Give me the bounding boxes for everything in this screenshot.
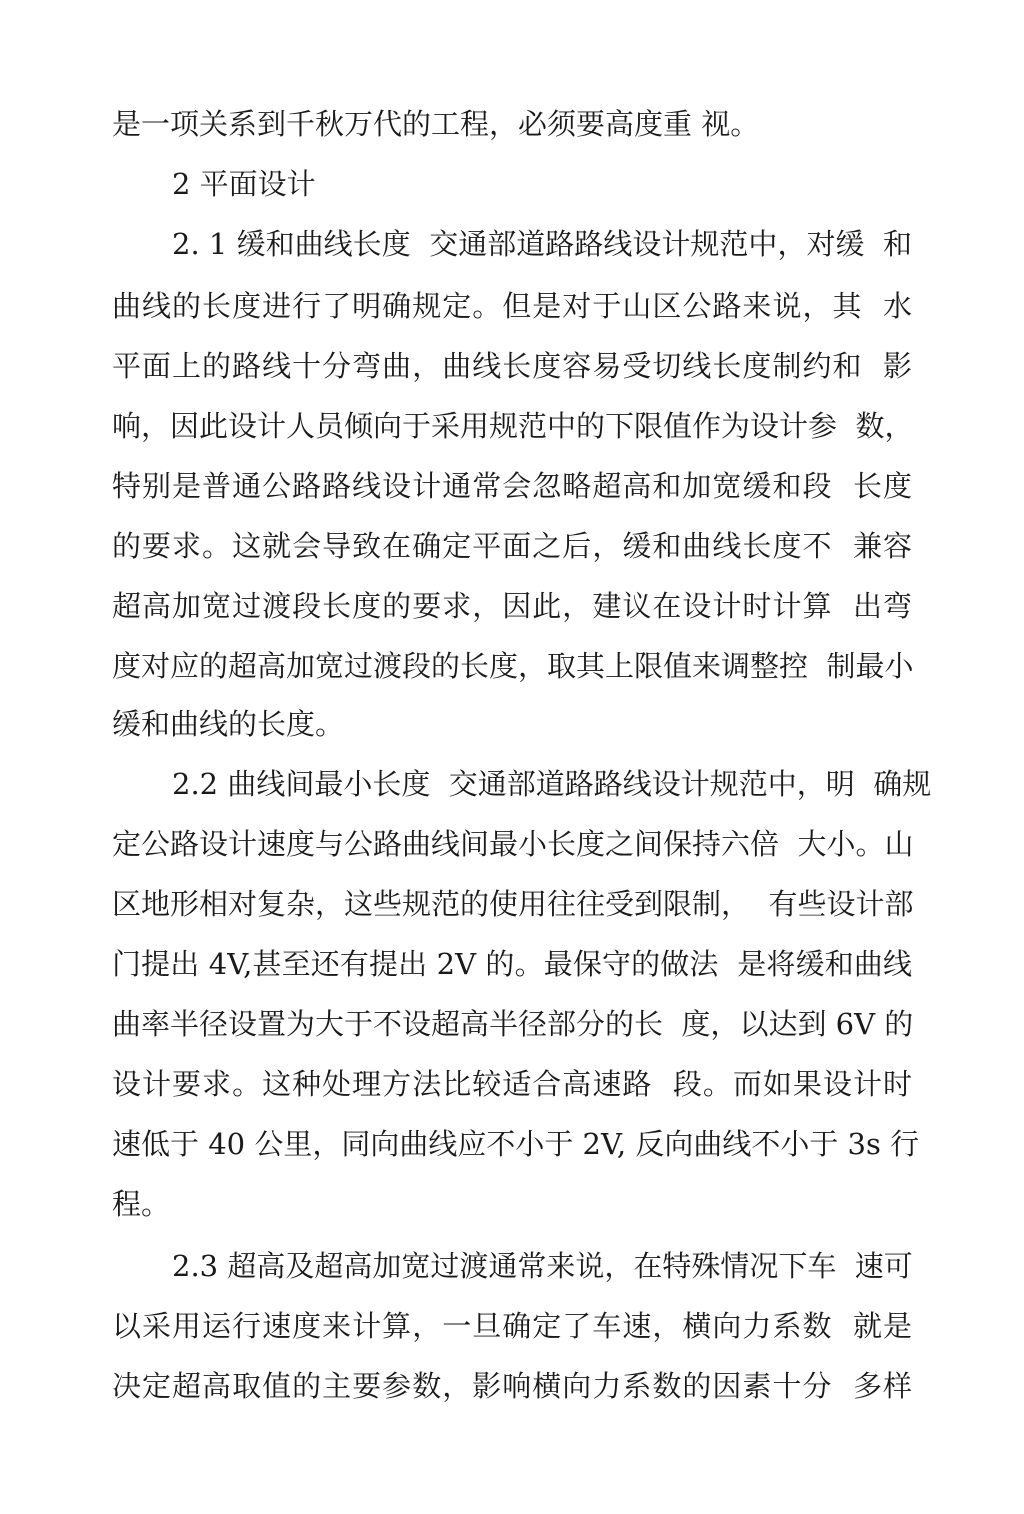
text-line-8: 的要求。这就会导致在确定平面之后，缓和曲线长度不 兼容: [112, 529, 912, 563]
section-heading-2: 2 平面设计: [172, 167, 316, 201]
text-line-1: 是一项关系到千秋万代的工程，必须要高度重 视。: [112, 107, 760, 141]
text-line-16: 曲率半径设置为大于不设超高半径部分的长 度，以达到 6V 的: [112, 1007, 914, 1041]
text-line-4: 曲线的长度进行了明确规定。但是对于山区公路来说，其 水: [112, 289, 912, 323]
text-line-3: 2. 1 缓和曲线长度 交通部道路路线设计规范中，对缓 和: [172, 227, 912, 261]
text-line-10: 度对应的超高加宽过渡段的长度，取其上限值来调整控 制最小: [112, 649, 914, 683]
text-line-17: 设计要求。这种处理方法比较适合高速路 段。而如果设计时: [112, 1067, 912, 1101]
text-line-20: 2.3 超高及超高加宽过渡通常来说，在特殊情况下车 速可: [172, 1249, 913, 1283]
text-line-6: 响，因此设计人员倾向于采用规范中的下限值作为设计参 数，: [112, 409, 914, 443]
text-line-13: 定公路设计速度与公路曲线间最小长度之间保持六倍 大小。山: [112, 827, 914, 861]
text-line-19: 程。: [112, 1187, 171, 1221]
text-line-18: 速低于 40 公里，同向曲线应不小于 2V, 反向曲线不小于 3s 行: [112, 1127, 920, 1161]
text-line-11: 缓和曲线的长度。: [112, 707, 345, 741]
text-line-14: 区地形相对复杂，这些规范的使用往往受到限制， 有些设计部: [112, 887, 914, 921]
text-line-5: 平面上的路线十分弯曲，曲线长度容易受切线长度制约和 影: [112, 349, 912, 383]
text-line-21: 以采用运行速度来计算，一旦确定了车速，横向力系数 就是: [112, 1309, 912, 1343]
text-line-12: 2.2 曲线间最小长度 交通部道路路线设计规范中，明 确规: [172, 767, 932, 801]
text-line-22: 决定超高取值的主要参数，影响横向力系数的因素十分 多样: [112, 1369, 912, 1403]
text-line-15: 门提出 4V,甚至还有提出 2V 的。最保守的做法 是将缓和曲线: [112, 947, 912, 981]
text-line-7: 特别是普通公路路线设计通常会忽略超高和加宽缓和段 长度: [112, 469, 912, 503]
text-line-9: 超高加宽过渡段长度的要求，因此，建议在设计时计算 出弯: [112, 589, 912, 623]
